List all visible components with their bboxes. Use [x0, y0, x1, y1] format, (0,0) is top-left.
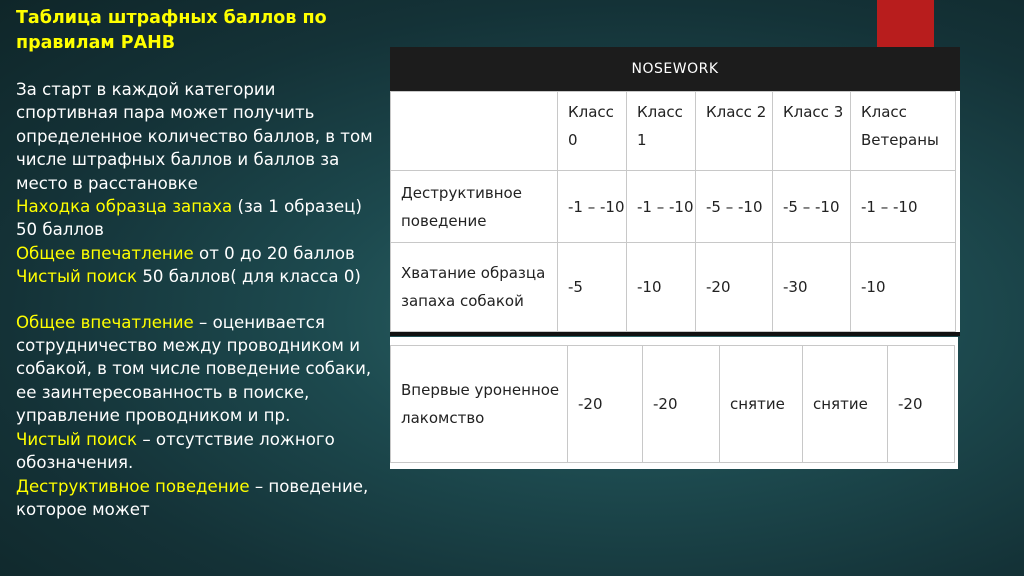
penalty-table-top: [390, 47, 960, 335]
def-2-label: Чистый поиск: [16, 429, 138, 449]
def-3: [16, 475, 378, 522]
def-1-label: Общее впечатление: [16, 312, 194, 332]
cell-r1-c1: -1 – -10: [626, 170, 696, 243]
cell-r3-c0: -20: [567, 345, 643, 463]
cell-r2-c2: -20: [695, 242, 773, 332]
cell-r2-c3: -30: [772, 242, 851, 332]
table-header: NOSEWORK: [390, 47, 960, 91]
col-header-2: Класс 2: [695, 91, 773, 171]
row-label-treat: Впервые уроненное лакомство: [390, 345, 568, 463]
item-2-label: Общее впечатление: [16, 243, 194, 263]
cell-r2-c4: -10: [850, 242, 956, 332]
corner-cell: [390, 91, 558, 171]
col-header-4: Класс Ветераны: [850, 91, 956, 171]
item-3-text: 50 баллов( для класса 0): [137, 267, 361, 287]
cell-r1-c0: -1 – -10: [557, 170, 627, 243]
cell-r3-c3: снятие: [802, 345, 888, 463]
item-2: [16, 242, 378, 265]
slide-title: [16, 6, 378, 56]
col-header-0: Класс 0: [557, 91, 627, 171]
table-divider: [390, 332, 960, 336]
cell-r1-c4: -1 – -10: [850, 170, 956, 243]
item-3: [16, 265, 378, 288]
item-1-label: Находка образца запаха: [16, 197, 233, 217]
item-1-text: (за 1 образец) 50 баллов: [16, 197, 362, 240]
item-1: [16, 195, 378, 242]
intro-text: За старт в каждой категории спортивная пара может получить определенное количество баллов, в том числе штрафных баллов и баллов за место в расстановке: [16, 80, 373, 193]
penalty-table-bottom: [390, 337, 958, 469]
cell-r1-c3: -5 – -10: [772, 170, 851, 243]
text-panel: [16, 6, 378, 521]
cell-r1-c2: -5 – -10: [695, 170, 773, 243]
col-header-1: Класс 1: [626, 91, 696, 171]
cell-r2-c0: -5: [557, 242, 627, 332]
def-3-label: Деструктивное поведение: [16, 476, 250, 496]
cell-r3-c4: -20: [887, 345, 955, 463]
def-2: [16, 428, 378, 475]
row-label-grab: Хватание образца запаха собакой: [390, 242, 558, 332]
def-3-text: – поведение, которое может: [16, 476, 369, 519]
row-label-destructive: Деструктивное поведение: [390, 170, 558, 243]
title-line-1: Таблица штрафных баллов по: [16, 8, 327, 28]
item-2-text: от 0 до 20 баллов: [193, 243, 355, 263]
red-accent-bar: [877, 0, 934, 48]
cell-r2-c1: -10: [626, 242, 696, 332]
def-2-text: – отсутствие ложного обозначения.: [16, 429, 335, 473]
cell-r3-c1: -20: [642, 345, 720, 463]
def-1: [16, 311, 378, 428]
item-3-label: Чистый поиск: [16, 267, 138, 287]
def-1-text: – оценивается сотрудничество между проводником и собакой, в том числе поведение собаки, ее заинтересованность в поиске, управление проводником и пр.: [16, 312, 372, 426]
cell-r3-c2: снятие: [719, 345, 803, 463]
col-header-3: Класс 3: [772, 91, 851, 171]
title-line-2: правилам РАНВ: [16, 33, 176, 53]
